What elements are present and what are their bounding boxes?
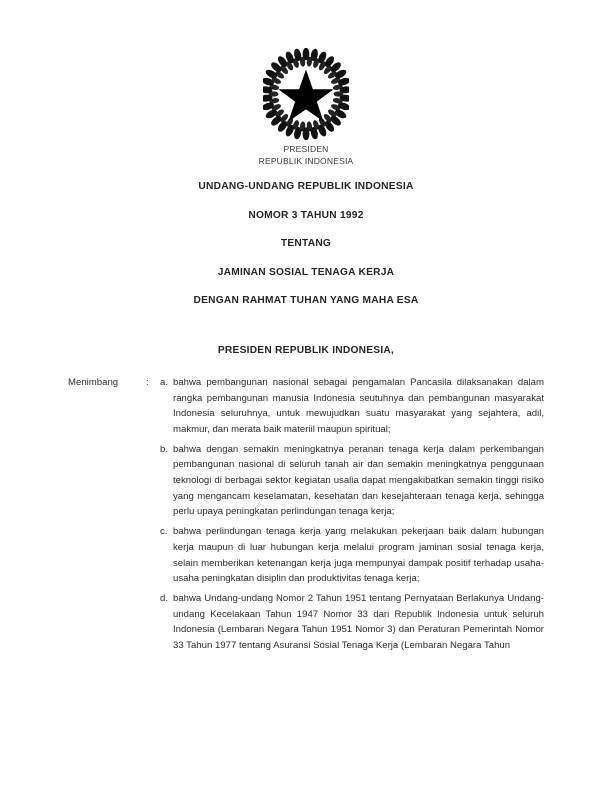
heading-rahmat: DENGAN RAHMAT TUHAN YANG MAHA ESA — [193, 295, 419, 306]
emblem-caption — [0, 144, 612, 167]
list-item-marker: c. — [160, 526, 168, 538]
considering-colon: : — [146, 377, 149, 388]
presidential-emblem-block — [0, 48, 612, 167]
indonesian-presidential-seal-icon — [263, 48, 349, 140]
document-title-block — [0, 181, 612, 278]
considering-item-list — [160, 375, 544, 654]
considering-row — [68, 375, 544, 654]
list-item — [160, 524, 544, 586]
list-item-marker: a. — [160, 377, 169, 388]
list-item-marker: b. — [160, 443, 169, 455]
heading-presiden: PRESIDEN REPUBLIK INDONESIA, — [217, 345, 395, 356]
list-item-text: bahwa pembangunan nasional sebagai pengamalan Pancasila dilaksanakan dalam rangka pembangunan manusia Indonesia seutuhnya dan pembangunan masyarakat Indonesia seluruhnya, untuk mewujudkan suatu masyarakat yang sejahtera, adil, makmur, dan merata baik materiil maupun spiritual; — [173, 377, 544, 435]
title-number-year: NOMOR 3 TAHUN 1992 — [248, 209, 364, 221]
list-item-text: bahwa Undang-undang Nomor 2 Tahun 1951 tentang Pernyataan Berlakunya Undang-undang Kecelakaan Tahun 1947 Nomor 33 dari Republik Indonesia untuk seluruh Indonesia (Lembaran Negara Tahun 1951 Nomor 3) dan Peraturan Pemerintah Nomor 33 Tahun 1977 tentang Asuransi Sosial Tenaga Kerja (Lembaran Negara Tahun — [173, 593, 544, 651]
list-item — [160, 591, 544, 653]
list-item — [160, 375, 544, 437]
emblem-caption-line-1: PRESIDEN — [283, 144, 329, 154]
considering-section — [68, 375, 544, 654]
list-item — [160, 442, 544, 520]
list-item-text: bahwa perlindungan tenaga kerja yang melakukan pekerjaan baik dalam hubungan kerja maupun di luar hubungan kerja melalui program jaminan sosial tenaga kerja, selain memberikan ketenangan kerja juga mempunyai dampak positif terhadap usaha-usaha peningkatan disiplin dan produktivitas tenaga kerja; — [173, 526, 544, 585]
emblem-caption-line-2: REPUBLIK INDONESIA — [258, 155, 354, 166]
list-item-marker: d. — [160, 593, 169, 605]
title-law-type: UNDANG-UNDANG REPUBLIK INDONESIA — [198, 181, 414, 192]
list-item-text: bahwa dengan semakin meningkatnya peranan tenaga kerja dalam perkembangan pembangunan nasional di seluruh tanah air dan semakin meningkatnya penggunaan teknologi di berbagai sektor kegiatan usalia dapat mengakibatkan semakin tinggi risiko yang mengancam keselamatan, kesehatan dan kesejahteraan tenaga kerja, sehingga perlu upaya peningkatan perlindungan tenaga kerja; — [173, 443, 544, 518]
title-about-label: TENTANG — [280, 238, 332, 249]
considering-label: Menimbang — [68, 377, 119, 388]
title-subject: JAMINAN SOSIAL TENAGA KERJA — [217, 266, 395, 278]
